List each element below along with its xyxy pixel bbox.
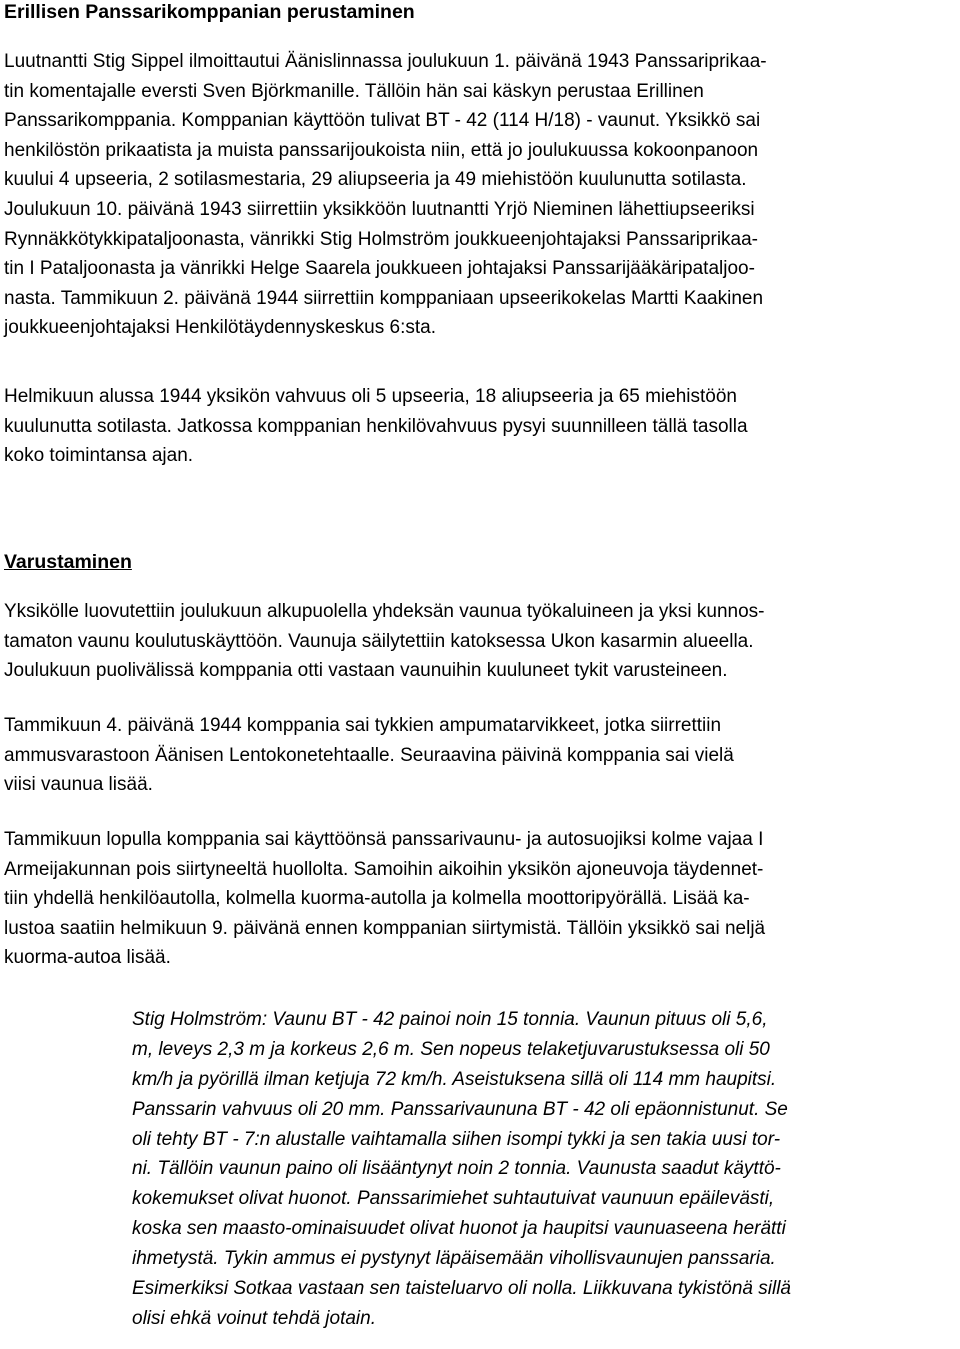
- text-line: Panssarikomppania. Komppanian käyttöön tulivat BT - 42 (114 H/18) - vaunut. Yksikkö sai: [4, 110, 761, 132]
- quote-holmstrom: [132, 1005, 958, 1334]
- text-line: tamaton vaunu koulutuskäyttöön. Vaunuja säilytettiin katoksessa Ukon kasarmin alueella.: [4, 630, 754, 652]
- text-line: Rynnäkkötykkipataljoonasta, vänrikki Stig Holmström joukkueenjohtajaksi Panssariprikaa-: [4, 228, 759, 250]
- text-line: koko toimintansa ajan.: [4, 445, 194, 467]
- text-line: henkilöstön prikaatista ja muista panssarijoukoista niin, että jo joulukuussa kokoonpanoon: [4, 139, 759, 161]
- quote-line: Panssarin vahvuus oli 20 mm. Panssarivaununa BT - 42 oli epäonnistunut. Se: [132, 1098, 788, 1120]
- text-line: tin komentajalle eversti Sven Björkmanille. Tällöin hän sai käskyn perustaa Erillinen: [4, 80, 704, 102]
- text-line: joukkueenjohtajaksi Henkilötäydennyskeskus 6:sta.: [4, 317, 436, 339]
- text-line: Joulukuun puolivälissä komppania otti vastaan vaunuihin kuuluneet tykit varusteineen.: [4, 660, 728, 682]
- text-line: viisi vaunua lisää.: [4, 774, 153, 796]
- text-line: kuulunutta sotilasta. Jatkossa komppanian henkilövahvuus pysyi suunnilleen tällä tasolla: [4, 415, 748, 437]
- text-line: Tammikuun lopulla komppania sai käyttöönsä panssarivaunu- ja autosuojiksi kolme vajaa I: [4, 829, 764, 850]
- text-line: kuorma-autoa lisää.: [4, 947, 171, 969]
- text-line: tiin yhdellä henkilöautolla, kolmella kuorma-autolla ja kolmella moottoripyörällä. Lisää ka-: [4, 888, 750, 910]
- text-line: lustoa saatiin helmikuun 9. päivänä ennen komppanian siirtymistä. Tällöin yksikkö sai neljä: [4, 917, 766, 939]
- text-line: tin I Pataljoonasta ja vänrikki Helge Saarela joukkueen johtajaksi Panssarijääkäripataljoo-: [4, 258, 755, 280]
- paragraph-perustaminen-1: [4, 47, 958, 343]
- quote-line: Esimerkiksi Sotkaa vastaan sen taisteluarvo oli nolla. Liikkuvana tykistönä sillä: [132, 1278, 791, 1300]
- text-line: Luutnantti Stig Sippel ilmoittautui Äänislinnassa joulukuun 1. päivänä 1943 Panssariprikaa-: [4, 51, 767, 72]
- section-title-varustaminen: Varustaminen: [4, 551, 132, 573]
- quote-line: ni. Tällöin vaunun paino oli lisääntynyt noin 2 tonnia. Vaunusta saadut käyttö-: [132, 1158, 781, 1180]
- section-title-perustaminen: Erillisen Panssarikomppanian perustaminen: [4, 1, 415, 23]
- quote-line: m, leveys 2,3 m ja korkeus 2,6 m. Sen nopeus telaketjuvarustuksessa oli 50: [132, 1038, 770, 1060]
- quote-line: koska sen maasto-ominaisuudet olivat huonot ja haupitsi vaunuaseena herätti: [132, 1218, 786, 1240]
- quote-line: oli tehty BT - 7:n alustalle vaihtamalla siihen isompi tykki ja sen takia uusi tor-: [132, 1128, 781, 1150]
- quote-line: kokemukset olivat huonot. Panssarimiehet suhtautuivat vaunuun epäilevästi,: [132, 1188, 775, 1210]
- quote-line: km/h ja pyörillä ilman ketjuja 72 km/h. Aseistuksena sillä oli 114 mm haupitsi.: [132, 1068, 777, 1090]
- quote-line: ihmetystä. Tykin ammus ei pystynyt läpäisemään vihollisvaunujen panssaria.: [132, 1248, 776, 1270]
- paragraph-varustaminen-2: [4, 711, 958, 800]
- text-line: Yksikölle luovutettiin joulukuun alkupuolella yhdeksän vaunua työkaluineen ja yksi kunnos-: [4, 601, 765, 622]
- text-line: ammusvarastoon Äänisen Lentokonetehtaalle. Seuraavina päivinä komppania sai vielä: [4, 744, 734, 766]
- quote-line: Stig Holmström: Vaunu BT - 42 painoi noin 15 tonnia. Vaunun pituus oli 5,6,: [132, 1009, 768, 1030]
- text-line: Armeijakunnan pois siirtyneeltä huollolta. Samoihin aikoihin yksikön ajoneuvoja täydennet-: [4, 858, 764, 880]
- text-line: Tammikuun 4. päivänä 1944 komppania sai tykkien ampumatarvikkeet, jotka siirrettiin: [4, 715, 722, 736]
- paragraph-varustaminen-3: [4, 825, 958, 973]
- text-line: kuului 4 upseeria, 2 sotilasmestaria, 29 aliupseeria ja 49 miehistöön kuulunutta sotilasta.: [4, 169, 747, 191]
- quote-line: olisi ehkä voinut tehdä jotain.: [132, 1307, 376, 1329]
- paragraph-perustaminen-2: [4, 382, 958, 471]
- text-line: Helmikuun alussa 1944 yksikön vahvuus oli 5 upseeria, 18 aliupseeria ja 65 miehistöön: [4, 386, 737, 407]
- paragraph-varustaminen-1: [4, 597, 958, 686]
- text-line: Joulukuun 10. päivänä 1943 siirrettiin yksikköön luutnantti Yrjö Nieminen lähettiupseeriksi: [4, 198, 755, 220]
- text-line: nasta. Tammikuun 2. päivänä 1944 siirrettiin komppaniaan upseerikokelas Martti Kaakinen: [4, 287, 764, 309]
